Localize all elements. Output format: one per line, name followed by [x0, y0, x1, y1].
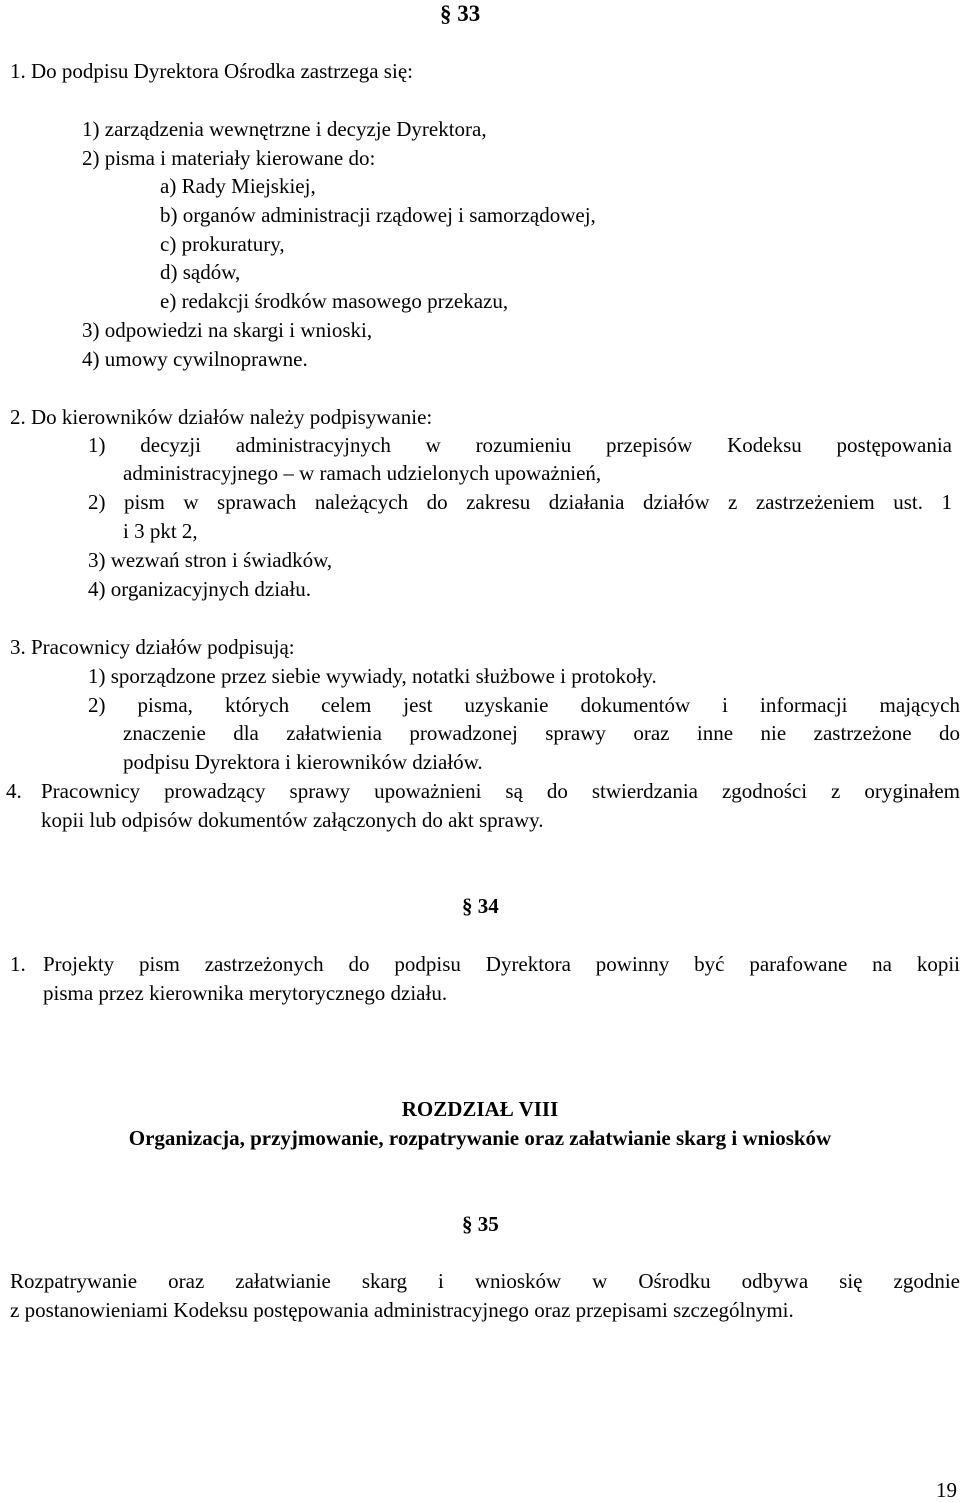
section-35-heading: § 35: [462, 1212, 499, 1236]
section-34-heading: § 34: [462, 894, 499, 918]
s33-p1-item-3: 3) odpowiedzi na skargi i wnioski,: [82, 318, 373, 342]
s33-p4-line-1: Pracownicy prowadzący sprawy upoważnieni są do stwierdzania zgodności z oryginałem: [41, 779, 960, 803]
s33-p2-item-3: 3) wezwań stron i świadków,: [88, 548, 333, 572]
s33-p4-line-2: kopii lub odpisów dokumentów załączonych do akt sprawy.: [41, 808, 544, 832]
s34-number: 1.: [10, 952, 26, 976]
s33-p3-item-2-line-3: podpisu Dyrektora i kierowników działów.: [123, 750, 483, 774]
s33-p2-item-2-line-2: i 3 pkt 2,: [123, 519, 198, 543]
s33-p2-intro: 2. Do kierowników działów należy podpisywanie:: [10, 405, 433, 429]
s33-p1-item-4: 4) umowy cywilnoprawne.: [82, 347, 308, 371]
s34-line-2: pisma przez kierownika merytorycznego działu.: [43, 981, 448, 1005]
s33-p3-item-2-line-1: 2) pisma, których celem jest uzyskanie dokumentów i informacji mających: [88, 693, 960, 717]
s33-p2-item-2-line-1: 2) pism w sprawach należących do zakresu działania działów z zastrzeżeniem ust. 1: [88, 490, 952, 514]
s33-p3-item-2-line-2: znaczenie dla załatwienia prowadzonej sprawy oraz inne nie zastrzeżone do: [123, 721, 960, 745]
s33-p1-item-2e: e) redakcji środków masowego przekazu,: [160, 289, 509, 313]
s35-line-2: z postanowieniami Kodeksu postępowania administracyjnego oraz przepisami szczególnymi.: [10, 1298, 794, 1322]
s33-p1-item-2b: b) organów administracji rządowej i samorządowej,: [160, 203, 596, 227]
s33-p2-item-1-line-1: 1) decyzji administracyjnych w rozumieniu przepisów Kodeksu postępowania: [88, 433, 952, 457]
s33-p4-number: 4.: [6, 779, 22, 803]
s35-line-1: Rozpatrywanie oraz załatwianie skarg i wniosków w Ośrodku odbywa się zgodnie: [10, 1269, 960, 1293]
page-number: 19: [936, 1478, 957, 1502]
s33-p1-item-1: 1) zarządzenia wewnętrzne i decyzje Dyrektora,: [82, 117, 487, 141]
s33-p3-item-1: 1) sporządzone przez siebie wywiady, notatki służbowe i protokoły.: [88, 664, 657, 688]
s33-p1-intro: 1. Do podpisu Dyrektora Ośrodka zastrzega się:: [10, 59, 413, 83]
chapter-title: ROZDZIAŁ VIII: [401, 1097, 559, 1121]
s33-p2-item-1-line-2: administracyjnego – w ramach udzielonych upoważnień,: [123, 461, 602, 485]
s34-line-1: Projekty pism zastrzeżonych do podpisu Dyrektora powinny być parafowane na kopii: [43, 952, 960, 976]
s33-p1-item-2d: d) sądów,: [160, 260, 241, 284]
section-33-heading: § 33: [440, 1, 481, 26]
s33-p2-item-4: 4) organizacyjnych działu.: [88, 577, 311, 601]
chapter-subtitle: Organizacja, przyjmowanie, rozpatrywanie oraz załatwianie skarg i wniosków: [128, 1126, 832, 1150]
s33-p1-item-2: 2) pisma i materiały kierowane do:: [82, 146, 376, 170]
s33-p1-item-2c: c) prokuratury,: [160, 232, 285, 256]
s33-p3-intro: 3. Pracownicy działów podpisują:: [10, 635, 295, 659]
s33-p1-item-2a: a) Rady Miejskiej,: [160, 174, 316, 198]
